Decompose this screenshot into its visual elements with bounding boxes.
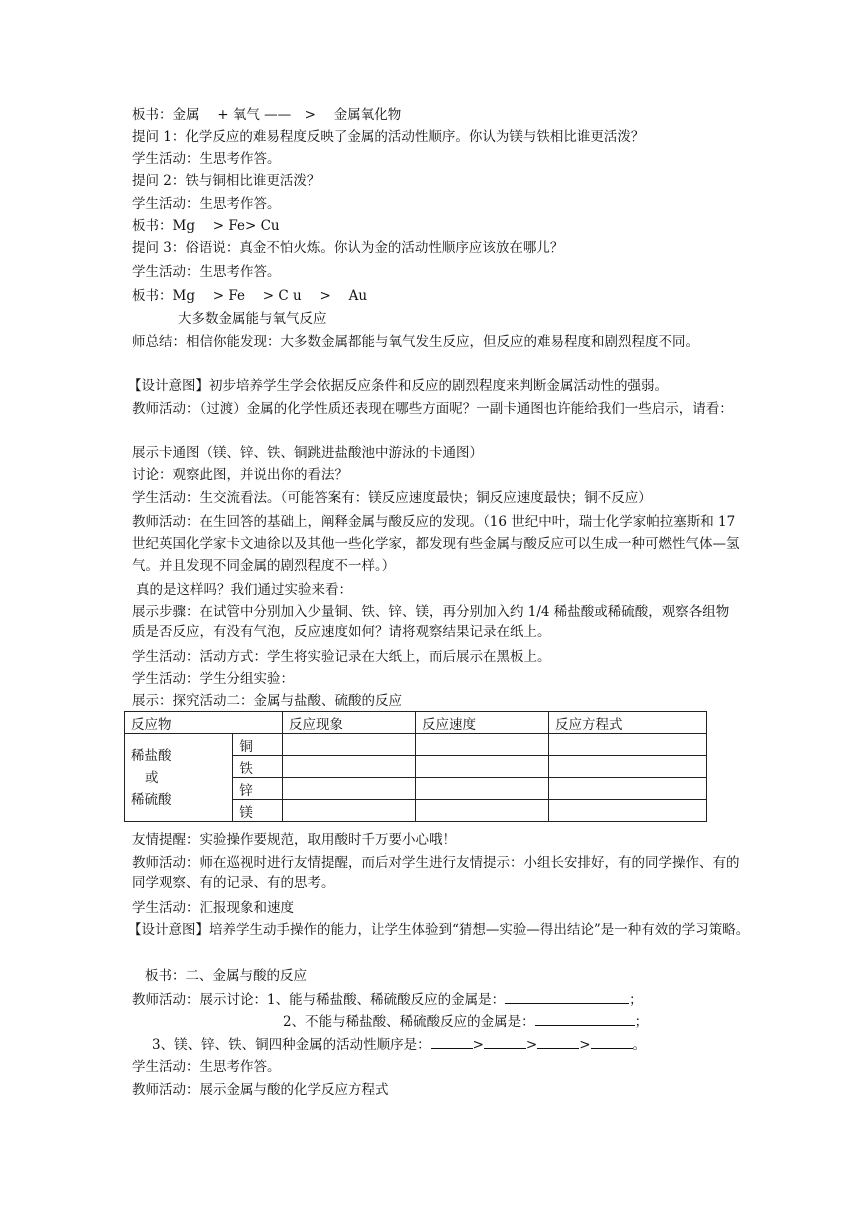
student-activity: 学生活动：生思考作答。 bbox=[132, 196, 281, 212]
table-cell bbox=[549, 734, 707, 756]
table-header-row bbox=[125, 712, 707, 734]
metal-cell: 锌 bbox=[233, 778, 283, 800]
discussion-item-1 bbox=[132, 989, 643, 1010]
answer-blank bbox=[591, 1034, 633, 1049]
show-cartoon: 展示卡通图（镁、锌、铁、铜跳进盐酸池中游泳的卡通图） bbox=[132, 445, 483, 461]
table-cell bbox=[416, 734, 549, 756]
table-cell bbox=[416, 778, 549, 800]
table-header: 反应速度 bbox=[416, 712, 549, 734]
discussion-item-3 bbox=[152, 1034, 646, 1055]
metal-cell: 镁 bbox=[233, 800, 283, 822]
punctuation: 。 bbox=[632, 1037, 647, 1053]
answer-blank bbox=[537, 1034, 579, 1049]
board-note-acid: 板书：二、金属与酸的反应 bbox=[145, 968, 307, 984]
discussion-item-2-text: 2、不能与稀盐酸、稀硫酸反应的金属是： bbox=[283, 1014, 535, 1030]
board-note-order-1: 板书：Mg > Fe> Cu bbox=[132, 218, 280, 234]
answer-blank bbox=[505, 989, 629, 1004]
table-cell bbox=[549, 800, 707, 822]
gt-sign: > bbox=[472, 1037, 484, 1053]
discussion-item-3-text: 3、镁、锌、铁、铜四种金属的活动性顺序是： bbox=[152, 1037, 431, 1053]
answer-blank bbox=[484, 1034, 526, 1049]
table-cell bbox=[283, 778, 416, 800]
friendly-reminder: 友情提醒：实验操作要规范，取用酸时千万要小心哦！ bbox=[132, 832, 456, 848]
table-header: 反应方程式 bbox=[549, 712, 707, 734]
gt-sign: > bbox=[579, 1037, 591, 1053]
metal-cell: 铜 bbox=[233, 734, 283, 756]
table-cell bbox=[283, 800, 416, 822]
table-cell bbox=[549, 756, 707, 778]
teacher-activity-patrol: 教师活动：师在巡视时进行友情提醒，而后对学生进行友情提示：小组长安排好，有的同学操作、有的同学观察、有的记录、有的思考。 bbox=[132, 855, 740, 891]
student-exchange: 学生活动：生交流看法。（可能答案有：镁反应速度最快；铜反应速度最快；铜不反应） bbox=[132, 490, 652, 506]
question-1: 提问 1：化学反应的难易程度反映了金属的活动性顺序。你认为镁与铁相比谁更活泼？ bbox=[132, 129, 645, 145]
acid-label: 稀盐酸 bbox=[131, 747, 172, 764]
student-activity-method: 学生活动：活动方式：学生将实验记录在大纸上，而后展示在黑板上。 bbox=[132, 649, 551, 665]
board-note-subtitle: 大多数金属能与氧气反应 bbox=[178, 311, 327, 327]
student-activity: 学生活动：生思考作答。 bbox=[132, 151, 281, 167]
table-cell bbox=[283, 756, 416, 778]
table-cell bbox=[416, 756, 549, 778]
teacher-activity-equations: 教师活动：展示金属与酸的化学反应方程式 bbox=[132, 1082, 389, 1098]
student-report: 学生活动：汇报现象和速度 bbox=[132, 900, 294, 916]
discussion-item-1-text: 教师活动：展示讨论：1、能与稀盐酸、稀硫酸反应的金属是： bbox=[132, 992, 506, 1008]
student-group-experiment: 学生活动：学生分组实验： bbox=[132, 671, 294, 687]
answer-blank bbox=[535, 1011, 635, 1026]
question-3: 提问 3：俗语说：真金不怕火炼。你认为金的活动性顺序应该放在哪儿？ bbox=[132, 240, 564, 256]
teacher-activity-discovery: 教师活动：在生回答的基础上，阐释金属与酸反应的发现。（16 世纪中叶，瑞士化学家帕拉塞斯和 17 世纪英国化学家卡文迪徐以及其他一些化学家，都发现有些金属与酸反应可以生成一种可燃性气体—氢气。并且发现不同金属的剧烈程度不一样。） bbox=[132, 514, 740, 574]
acid-label: 稀硫酸 bbox=[131, 791, 172, 808]
experiment-steps: 展示步骤：在试管中分别加入少量铜、铁、锌、镁，再分别加入约 1/4 稀盐酸或稀硫酸，观察各组物质是否反应，有没有气泡，反应速度如何？请将观察结果记录在纸上。 bbox=[132, 604, 730, 640]
punctuation: ； bbox=[629, 992, 643, 1008]
teacher-summary: 师总结：相信你能发现：大多数金属都能与氧气发生反应，但反应的难易程度和剧烈程度不同。 bbox=[132, 334, 699, 350]
acid-label: 或 bbox=[145, 769, 159, 786]
design-intent-1: 【设计意图】初步培养学生学会依据反应条件和反应的剧烈程度来判断金属活动性的强弱。 bbox=[128, 378, 668, 394]
discussion: 讨论：观察此图，并说出你的看法？ bbox=[132, 467, 348, 483]
table-row bbox=[125, 734, 707, 756]
student-activity: 学生活动：生思考作答。 bbox=[132, 1059, 281, 1075]
table-cell bbox=[416, 800, 549, 822]
table-caption: 展示：探究活动二：金属与盐酸、硫酸的反应 bbox=[132, 693, 402, 709]
discussion-item-2 bbox=[283, 1011, 648, 1032]
design-intent-2: 【设计意图】培养学生动手操作的能力，让学生体验到“猜想—实验—得出结论”是一种有效的学习策略。 bbox=[128, 922, 750, 938]
answer-blank bbox=[431, 1034, 473, 1049]
experiment-table bbox=[124, 711, 707, 822]
table-header: 反应物 bbox=[125, 712, 283, 734]
punctuation: ； bbox=[634, 1014, 649, 1030]
table-cell bbox=[283, 734, 416, 756]
table-header: 反应现象 bbox=[283, 712, 416, 734]
gt-sign: > bbox=[525, 1037, 538, 1053]
question-2: 提问 2：铁与铜相比谁更活泼？ bbox=[132, 173, 321, 189]
student-activity: 学生活动：生思考作答。 bbox=[132, 264, 281, 280]
table-cell bbox=[549, 778, 707, 800]
acid-cell bbox=[125, 734, 233, 822]
experiment-intro: 真的是这样吗？我们通过实验来看： bbox=[136, 582, 352, 598]
board-note-order-2: 板书：Mg > Fe > C u > Au bbox=[132, 288, 368, 304]
board-note-metal-oxygen: 板书：金属 + 氧气 —— > 金属氧化物 bbox=[132, 107, 402, 123]
metal-cell: 铁 bbox=[233, 756, 283, 778]
teacher-activity-transition: 教师活动：（过渡）金属的化学性质还表现在哪些方面呢？一副卡通图也许能给我们一些启示，请看： bbox=[132, 401, 733, 417]
